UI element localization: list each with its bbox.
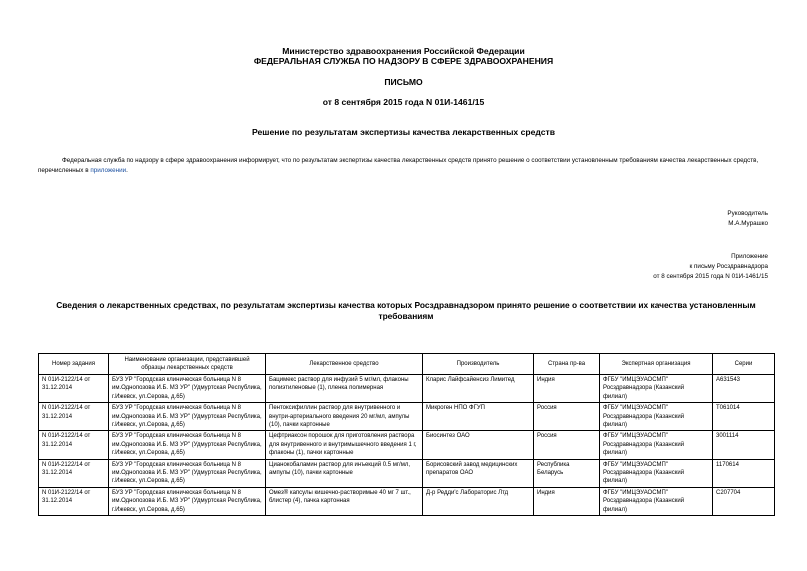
task-number-cell: N 01И-2122/14 от 31.12.2014 xyxy=(39,459,109,487)
manufacturer-cell: Кларис Лайфсайенсиз Лимитед xyxy=(423,375,534,403)
expert-org-cell: ФГБУ "ИМЦЭУАОСМП" Росздравнадзора (Казанский филиал) xyxy=(600,403,713,431)
appendix-link[interactable]: приложении xyxy=(90,167,127,174)
letter-body xyxy=(38,156,774,176)
country-cell: Россия xyxy=(534,431,600,459)
manufacturer-cell: Микроген НПО ФГУП xyxy=(423,403,534,431)
column-header: Серии xyxy=(713,354,775,375)
series-cell: 1170614 xyxy=(713,459,775,487)
country-cell: Республика Беларусь xyxy=(534,459,600,487)
column-header: Экспертная организация xyxy=(600,354,713,375)
country-cell: Индия xyxy=(534,487,600,515)
signature-block xyxy=(727,209,768,229)
signatory-name: М.А.Мурашко xyxy=(728,220,768,227)
organization-cell: БУЗ УР "Городская клиническая больница N 8 им.Однопозова И.Б. МЗ УР" (Удмуртская Республика, г.Ижевск, ул.Серова, д.65) xyxy=(109,487,266,515)
document-type: ПИСЬМО xyxy=(384,77,423,87)
expert-org-cell: ФГБУ "ИМЦЭУАОСМП" Росздравнадзора (Казанский филиал) xyxy=(600,431,713,459)
table-row xyxy=(39,375,775,403)
series-cell: С207704 xyxy=(713,487,775,515)
document-date: от 8 сентября 2015 года N 01И-1461/15 xyxy=(322,97,485,107)
manufacturer-cell: Борисовский завод медицинских препаратов ОАО xyxy=(423,459,534,487)
service-name: ФЕДЕРАЛЬНАЯ СЛУЖБА ПО НАДЗОРУ В СФЕРЕ ЗДРАВООХРАНЕНИЯ xyxy=(253,56,554,66)
ministry-name: Министерство здравоохранения Российской Федерации xyxy=(282,46,525,56)
manufacturer-cell: Д-р Редди'с Лабораторис Лтд xyxy=(423,487,534,515)
appendix-reference: к письму Росздравнадзора xyxy=(689,263,768,270)
task-number-cell: N 01И-2122/14 от 31.12.2014 xyxy=(39,487,109,515)
column-header: Страна пр-ва xyxy=(534,354,600,375)
country-cell: Индия xyxy=(534,375,600,403)
signatory-position: Руководитель xyxy=(727,210,768,217)
table-row xyxy=(39,403,775,431)
task-number-cell: N 01И-2122/14 от 31.12.2014 xyxy=(39,403,109,431)
expert-org-cell: ФГБУ "ИМЦЭУАОСМП" Росздравнадзора (Казанский филиал) xyxy=(600,487,713,515)
table-header-row xyxy=(39,354,775,375)
medicine-cell: Пентоксифиллин раствор для внутривенного и внутри-артериального введения 20 мг/мл, ампулы (10), пачки картонные xyxy=(266,403,423,431)
appendix-title: Приложение xyxy=(731,253,768,260)
document-subject: Решение по результатам экспертизы качества лекарственных средств xyxy=(251,127,556,137)
appendix-date: от 8 сентября 2015 года N 01И-1461/15 xyxy=(653,273,768,280)
table-caption: Сведения о лекарственных средствах, по результатам экспертизы качества которых Росздравнадзором принято решение о соответствии их качества установленным требованиям xyxy=(56,300,756,321)
table-row xyxy=(39,487,775,515)
medicine-cell: Цианокобаламин раствор для инъекций 0.5 мг/мл, ампулы (10), пачки картонные xyxy=(266,459,423,487)
series-cell: 3001114 xyxy=(713,431,775,459)
task-number-cell: N 01И-2122/14 от 31.12.2014 xyxy=(39,375,109,403)
organization-cell: БУЗ УР "Городская клиническая больница N 8 им.Однопозова И.Б. МЗ УР" (Удмуртская Республика, г.Ижевск, ул.Серова, д.65) xyxy=(109,431,266,459)
column-header: Лекарственное средство xyxy=(266,354,423,375)
column-header: Номер задания xyxy=(39,354,109,375)
letter-body-end: . xyxy=(126,167,128,174)
manufacturer-cell: Биосинтез ОАО xyxy=(423,431,534,459)
medicine-cell: Бацимекс раствор для инфузий 5 мг/мл, флаконы полиэтиленовые (1), пленка полимерная xyxy=(266,375,423,403)
expert-org-cell: ФГБУ "ИМЦЭУАОСМП" Росздравнадзора (Казанский филиал) xyxy=(600,375,713,403)
appendix-block xyxy=(653,252,768,282)
table-row xyxy=(39,459,775,487)
medicine-cell: Цефтриаксон порошок для приготовления раствора для внутривенного и внутримышечного введения 1 г, флаконы (1), пачки картонные xyxy=(266,431,423,459)
country-cell: Россия xyxy=(534,403,600,431)
organization-cell: БУЗ УР "Городская клиническая больница N 8 им.Однопозова И.Б. МЗ УР" (Удмуртская Республика, г.Ижевск, ул.Серова, д.65) xyxy=(109,459,266,487)
organization-cell: БУЗ УР "Городская клиническая больница N 8 им.Однопозова И.Б. МЗ УР" (Удмуртская Республика, г.Ижевск, ул.Серова, д.65) xyxy=(109,375,266,403)
table-row xyxy=(39,431,775,459)
organization-cell: БУЗ УР "Городская клиническая больница N 8 им.Однопозова И.Б. МЗ УР" (Удмуртская Республика, г.Ижевск, ул.Серова, д.65) xyxy=(109,403,266,431)
column-header: Наименование организации, представившей образцы лекарственных средств xyxy=(109,354,266,375)
expert-org-cell: ФГБУ "ИМЦЭУАОСМП" Росздравнадзора (Казанский филиал) xyxy=(600,459,713,487)
column-header: Производитель xyxy=(423,354,534,375)
letter-body-text: Федеральная служба по надзору в сфере здравоохранения информирует, что по результатам экспертизы качества лекарственных средств принято решение о соответствии установленным требованиям качества лекарственных средств, перечисленных в xyxy=(38,157,759,174)
series-cell: Т061014 xyxy=(713,403,775,431)
task-number-cell: N 01И-2122/14 от 31.12.2014 xyxy=(39,431,109,459)
medicine-cell: Омез® капсулы кишечно-растворимые 40 мг 7 шт., блистер (4), пачка картонная xyxy=(266,487,423,515)
medicines-table xyxy=(38,353,775,516)
series-cell: А631543 xyxy=(713,375,775,403)
